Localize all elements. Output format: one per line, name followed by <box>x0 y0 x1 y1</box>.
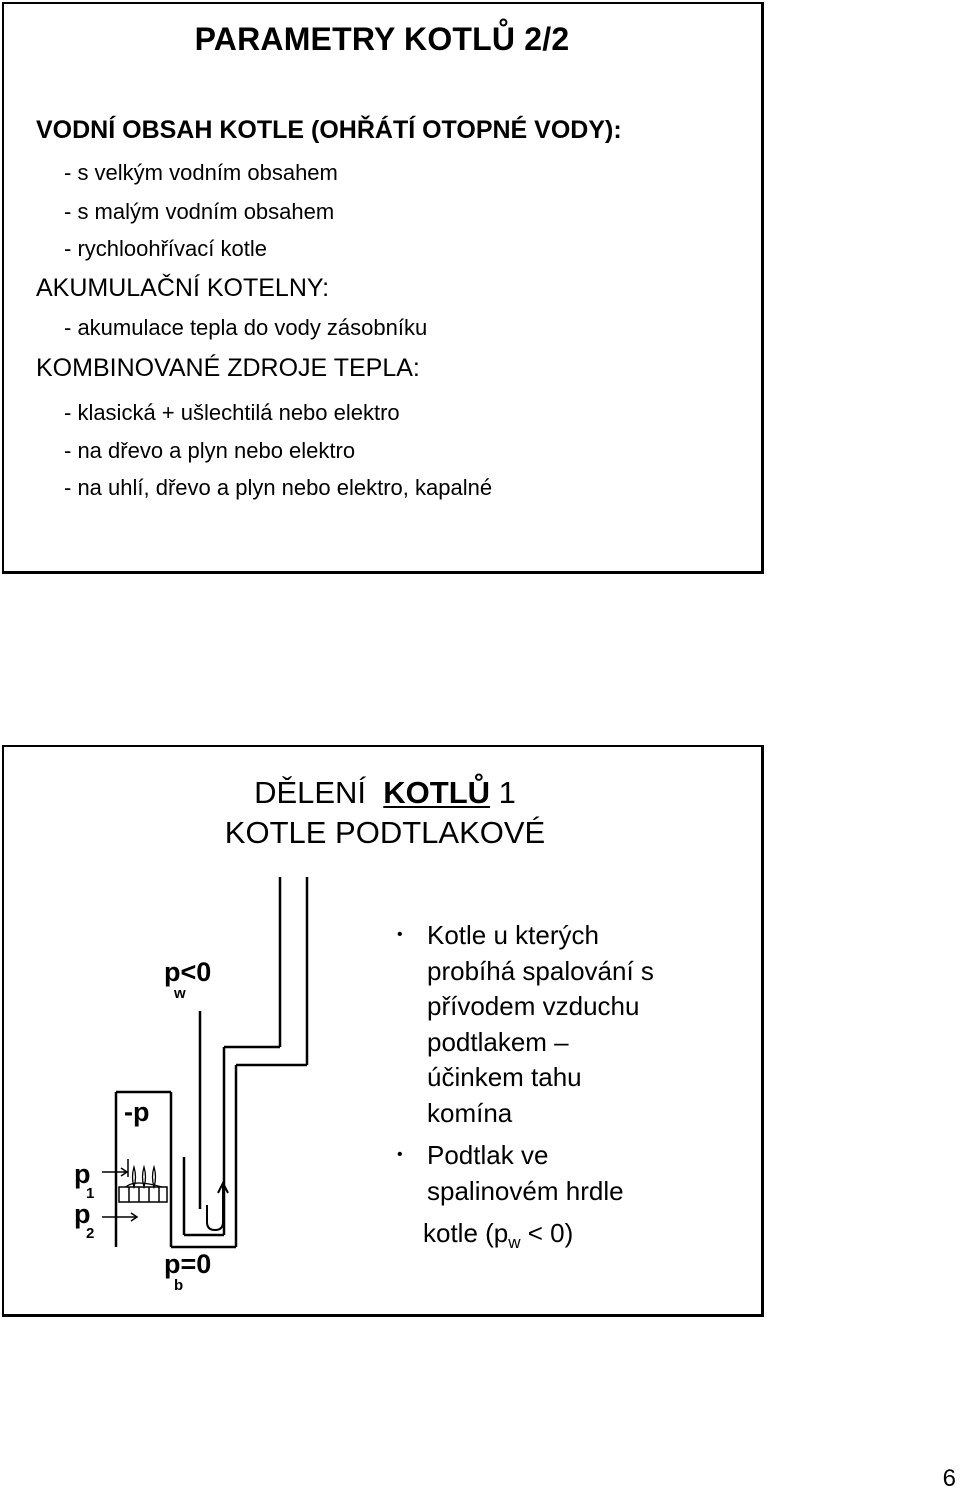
bullet-icon: • <box>397 926 403 943</box>
label-p2: p <box>74 1199 91 1229</box>
bullet-icon: • <box>397 1146 403 1163</box>
bullet2-line: Podtlak ve <box>427 1140 549 1170</box>
page-number: 6 <box>942 1465 956 1492</box>
label-pb-p: p <box>164 1249 181 1279</box>
slide2-subtitle: KOTLE PODTLAKOVÉ <box>224 815 546 850</box>
bullet1-line: Kotle u kterých <box>427 920 599 950</box>
title-part2: 1 <box>498 775 516 810</box>
heading-akumulacni: AKUMULAČNÍ KOTELNY: <box>36 274 330 302</box>
heading-kombinovane: KOMBINOVANÉ ZDROJE TEPLA: <box>36 354 420 382</box>
slide1-title: PARAMETRY KOTLŮ 2/2 <box>194 21 570 57</box>
label-pw-p: p <box>164 957 181 987</box>
slide-parametry-kotlu <box>2 2 764 574</box>
slide-deleni-kotlu <box>2 745 764 1317</box>
list-item: - s velkým vodním obsahem <box>64 160 338 185</box>
label-pb <box>164 1249 211 1280</box>
label-pb-sub: b <box>174 1277 184 1294</box>
bullet2-line: spalinovém hrdle <box>427 1176 624 1206</box>
label-pb-rest: =0 <box>180 1249 212 1279</box>
title-emph: KOTLŮ <box>383 775 491 810</box>
label-p1-sub: 1 <box>86 1185 95 1202</box>
bullet1-line: komína <box>427 1098 513 1128</box>
grate <box>119 1187 167 1202</box>
bullet1-line: podtlakem – <box>427 1027 569 1057</box>
boiler-diagram <box>4 747 394 1319</box>
list-item: - klasická + ušlechtilá nebo elektro <box>64 400 400 425</box>
label-p1: p <box>74 1159 91 1189</box>
bullet1-line: přívodem vzduchu <box>427 991 640 1021</box>
bullet1-line: účinkem tahu <box>427 1062 582 1092</box>
list-item: - na dřevo a plyn nebo elektro <box>64 438 356 463</box>
flames-icon <box>126 1167 162 1187</box>
heading-vodni-obsah: VODNÍ OBSAH KOTLE (OHŘÁTÍ OTOPNÉ VODY): <box>36 116 622 144</box>
list-item: - akumulace tepla do vody zásobníku <box>64 315 428 340</box>
list-item: - na uhlí, dřevo a plyn nebo elektro, kapalné <box>64 475 493 500</box>
label-minus-p: -p <box>124 1097 150 1127</box>
bullet2-tail <box>423 1215 573 1261</box>
label-pw <box>164 957 211 988</box>
bullet2-tail-sub: w <box>508 1233 521 1253</box>
list-item: - s malým vodním obsahem <box>64 199 335 224</box>
bullet2-tail-pre: kotle (p <box>423 1218 509 1248</box>
bullet2-tail-post: < 0) <box>520 1218 574 1248</box>
label-pw-sub: w <box>174 985 186 1002</box>
title-part1: DĚLENÍ <box>254 775 367 810</box>
label-pw-rest: <0 <box>180 957 212 987</box>
bullet1-line: probíhá spalování s <box>427 956 654 986</box>
label-p2-sub: 2 <box>86 1225 95 1242</box>
list-item: - rychloohřívací kotle <box>64 236 267 261</box>
